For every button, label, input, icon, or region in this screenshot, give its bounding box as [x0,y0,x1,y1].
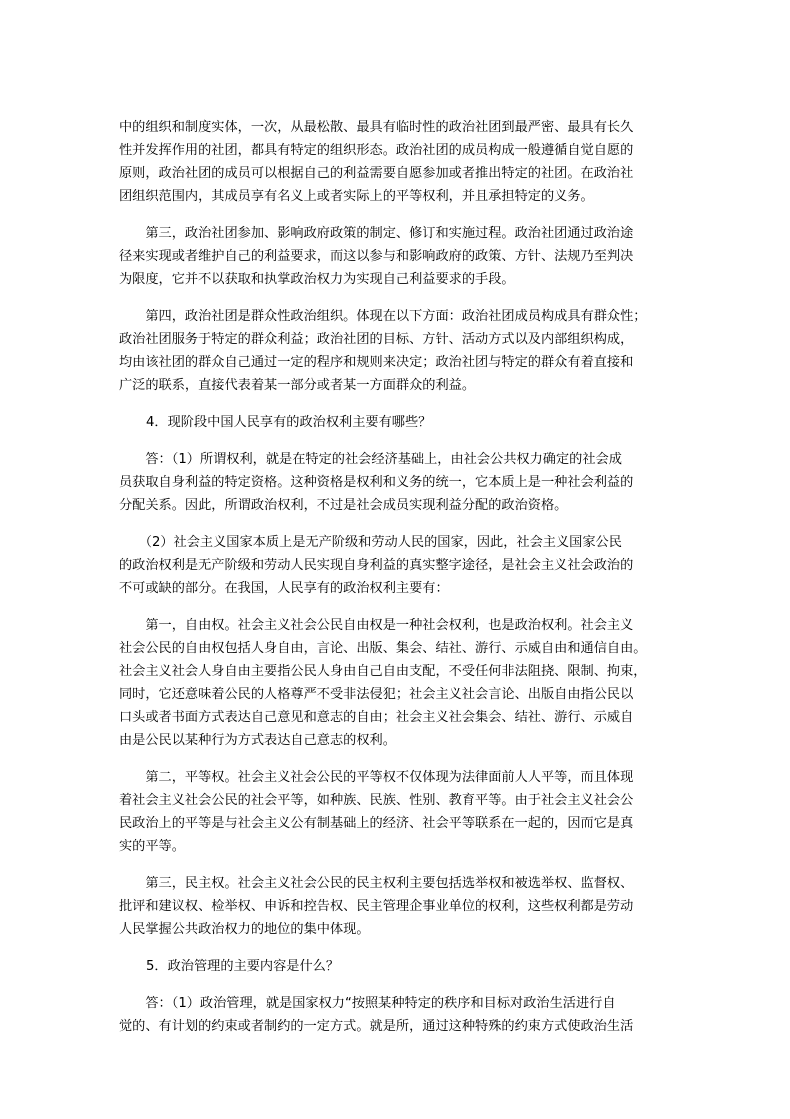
text-line: （2）社会主义国家本质上是无产阶级和劳动人民的国家，因此，社会主义国家公民 [119,535,622,550]
text-line: 员获取自身利益的特定资格。这种资格是权利和义务的统一，它本质上是一种社会利益的 [119,475,634,490]
paragraph-freedom-right [119,614,675,752]
text-line: 分配关系。因此，所谓政治权利，不过是社会成员实现利益分配的政治资格。 [119,498,568,513]
text-line: 由是公民以某种行为方式表达自己意志的权利。 [119,733,396,748]
text-line: 着社会主义社会公民的社会平等，如种族、民族、性别、教育平等。由于社会主义社会公 [119,793,634,808]
text-line: 政治社团服务于特定的群众利益；政治社团的目标、方针、活动方式以及内部组织构成， [119,332,634,347]
paragraph-democratic-right [119,872,675,941]
text-line: 第三，政治社团参加、影响政府政策的制定、修订和实施过程。政治社团通过政治途 [119,226,634,241]
text-line: 为限度，它并不以获取和执掌政治权力为实现自己利益要求的手段。 [119,272,515,287]
text-line: 性并发挥作用的社团，都具有特定的组织形态。政治社团的成员构成一般遵循自觉自愿的 [119,143,634,158]
paragraph-answer-4-part-1 [119,448,675,517]
text-line: 答：（1）政治管理，就是国家权力“按照某种特定的秩序和目标对政治生活进行自 [119,996,616,1011]
heading-text: 5．政治管理的主要内容是什么？ [146,959,340,974]
text-line: 批评和建议权、检举权、申诉和控告权、民主管理企事业单位的权利，这些权利都是劳动 [119,899,634,914]
text-line: 第四，政治社团是群众性政治组织。体现在以下方面：政治社团成员构成具有群众性； [119,309,647,324]
document-page [119,116,675,1038]
question-heading-5 [119,955,675,978]
text-line: 人民掌握公共政治权力的地位的集中体现。 [119,922,370,937]
paragraph-third-point [119,222,675,291]
text-line: 觉的、有计划的约束或者制约的一定方式。就是所，通过这种特殊的约束方式使政治生活 [119,1019,634,1034]
text-line: 答：（1）所谓权利，就是在特定的社会经济基础上，由社会公共权力确定的社会成 [119,452,622,467]
text-line: 社会主义社会人身自由主要指公民人身由自己自由支配，不受任何非法阻挠、限制、拘束， [119,664,647,679]
text-line: 社会公民的自由权包括人身自由，言论、出版、集会、结社、游行、示威自由和通信自由。 [119,641,647,656]
heading-text: 4．现阶段中国人民享有的政治权利主要有哪些？ [146,415,432,430]
text-line: 实的平等。 [119,839,185,854]
text-line: 民政治上的平等是与社会主义公有制基础上的经济、社会平等联系在一起的，因而它是真 [119,816,634,831]
text-line: 第三，民主权。社会主义社会公民的民主权利主要包括选举权和被选举权、监督权、 [119,876,634,891]
text-line: 不可或缺的部分。在我国，人民享有的政治权利主要有： [119,581,449,596]
text-line: 口头或者书面方式表达自己意见和意志的自由；社会主义社会集会、结社、游行、示威自 [119,710,634,725]
text-line: 第二，平等权。社会主义社会公民的平等权不仅体现为法律面前人人平等，而且体现 [119,770,634,785]
text-line: 中的组织和制度实体，一次，从最松散、最具有临时性的政治社团到最严密、最具有长久 [119,120,634,135]
paragraph-organization-form [119,116,675,208]
text-line: 均由该社团的群众自己通过一定的程序和规则来决定；政治社团与特定的群众有着直接和 [119,355,634,370]
paragraph-equality-right [119,766,675,858]
text-line: 广泛的联系，直接代表着某一部分或者某一方面群众的利益。 [119,378,476,393]
text-line: 的政治权利是无产阶级和劳动人民实现自身利益的真实整字途径，是社会主义社会政治的 [119,558,634,573]
paragraph-fourth-point [119,305,675,397]
text-line: 团组织范围内，其成员享有名义上或者实际上的平等权利，并且承担特定的义务。 [119,189,594,204]
paragraph-answer-4-part-2 [119,531,675,600]
text-line: 第一，自由权。社会主义社会公民自由权是一种社会权利，也是政治权利。社会主义 [119,618,634,633]
text-line: 同时，它还意味着公民的人格尊严不受非法侵犯；社会主义社会言论、出版自由指公民以 [119,687,634,702]
text-line: 径来实现或者维护自己的利益要求，而这以参与和影响政府的政策、方针、法规乃至判决 [119,249,634,264]
text-line: 原则，政治社团的成员可以根据自己的利益需要自愿参加或者推出特定的社团。在政治社 [119,166,634,181]
paragraph-answer-5 [119,992,675,1038]
question-heading-4 [119,411,675,434]
